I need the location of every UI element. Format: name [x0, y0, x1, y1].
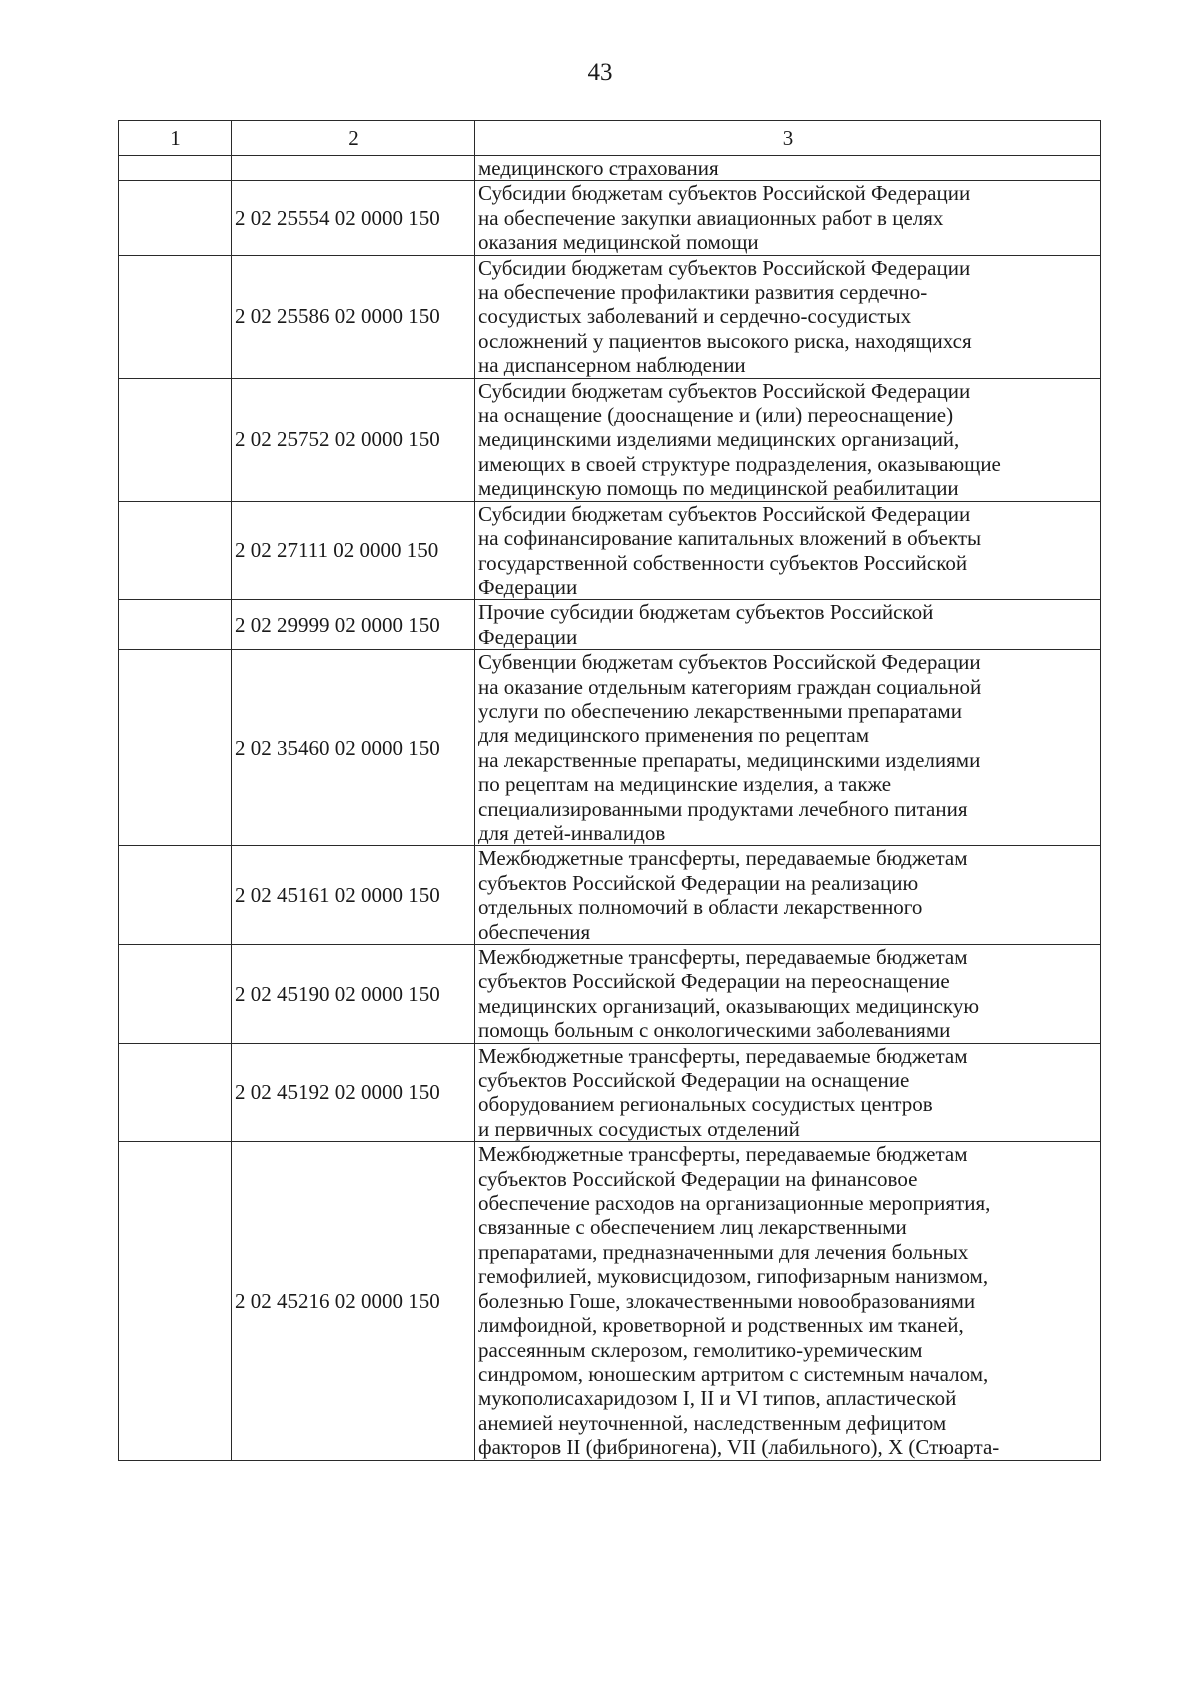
column-header-3: 3 [475, 121, 1101, 156]
description-line: для детей-инвалидов [478, 820, 666, 845]
description-cell [475, 378, 1101, 501]
description-cell [475, 181, 1101, 255]
description-line: сосудистых заболеваний и сердечно-сосудистых [478, 304, 912, 329]
description-line: на обеспечение профилактики развития сердечно- [478, 280, 928, 305]
description-line: Федерации [478, 624, 578, 649]
description-line: на оснащение (дооснащение и (или) переоснащение) [478, 403, 954, 428]
description-line: рассеянным склерозом, гемолитико-уремическим [478, 1337, 923, 1362]
description-cell [475, 255, 1101, 378]
budget-code: 2 02 45192 02 0000 150 [232, 1043, 475, 1142]
table-row [119, 945, 1101, 1044]
description-line: факторов II (фибриногена), VII (лабильного), X (Стюарта- [478, 1435, 1000, 1460]
description-cell [475, 846, 1101, 945]
description-line: медицинскую помощь по медицинской реабилитации [478, 476, 959, 501]
description-line: гемофилией, муковисцидозом, гипофизарным нанизмом, [478, 1264, 989, 1289]
budget-code: 2 02 45190 02 0000 150 [232, 945, 475, 1044]
description-line: субъектов Российской Федерации на переоснащение [478, 969, 950, 994]
empty-cell [232, 156, 475, 181]
description-line: по рецептам на медицинские изделия, а также [478, 772, 892, 797]
description-line: Межбюджетные трансферты, передаваемые бюджетам [478, 1043, 968, 1068]
description-line: Федерации [478, 574, 578, 599]
budget-code: 2 02 45216 02 0000 150 [232, 1142, 475, 1460]
description-line: субъектов Российской Федерации на оснащение [478, 1068, 910, 1093]
description-cell [475, 1142, 1101, 1460]
description-line: Межбюджетные трансферты, передаваемые бюджетам [478, 945, 968, 969]
budget-codes-table [118, 120, 1101, 1461]
empty-cell [119, 1142, 232, 1460]
empty-cell [119, 945, 232, 1044]
description-line: государственной собственности субъектов Российской [478, 550, 968, 575]
description-line: специализированными продуктами лечебного питания [478, 796, 968, 821]
description-line: препаратами, предназначенными для лечения больных [478, 1239, 969, 1264]
description-line: Межбюджетные трансферты, передаваемые бюджетам [478, 846, 968, 871]
table-row [119, 600, 1101, 650]
description-line: Прочие субсидии бюджетам субъектов Российской [478, 600, 934, 625]
empty-cell [119, 600, 232, 650]
description-line: синдромом, юношеским артритом с системным началом, [478, 1361, 989, 1386]
description-line: и первичных сосудистых отделений [478, 1116, 800, 1141]
table-row [119, 378, 1101, 501]
description-line: Субсидии бюджетам субъектов Российской Федерации [478, 255, 971, 280]
description-line: анемией неуточненной, наследственным дефицитом [478, 1410, 947, 1435]
page-number: 43 [587, 59, 613, 86]
description-line: обеспечение расходов на организационные мероприятия, [478, 1191, 991, 1216]
budget-code: 2 02 25586 02 0000 150 [232, 255, 475, 378]
description-line: связанные с обеспечением лиц лекарственными [478, 1215, 907, 1240]
description-line: имеющих в своей структуре подразделения, оказывающие [478, 451, 1001, 476]
table-row [119, 1043, 1101, 1142]
empty-cell [119, 846, 232, 945]
description-line: субъектов Российской Федерации на финансовое [478, 1166, 918, 1191]
empty-cell [119, 156, 232, 181]
description-cell [475, 945, 1101, 1044]
column-header-2: 2 [232, 121, 475, 156]
budget-code: 2 02 45161 02 0000 150 [232, 846, 475, 945]
table-row [119, 181, 1101, 255]
empty-cell [119, 650, 232, 846]
description-cell [475, 650, 1101, 846]
description-cell [475, 600, 1101, 650]
description-line: Субсидии бюджетам субъектов Российской Федерации [478, 378, 971, 403]
table-row [119, 650, 1101, 846]
description-line: Межбюджетные трансферты, передаваемые бюджетам [478, 1142, 968, 1167]
budget-code: 2 02 27111 02 0000 150 [232, 501, 475, 600]
description-cell [475, 1043, 1101, 1142]
budget-code: 2 02 25752 02 0000 150 [232, 378, 475, 501]
budget-code: 2 02 29999 02 0000 150 [232, 600, 475, 650]
description-line: отдельных полномочий в области лекарственного [478, 895, 923, 920]
description-line: оказания медицинской помощи [478, 230, 759, 255]
description-line: осложнений у пациентов высокого риска, находящихся [478, 328, 972, 353]
empty-cell [119, 255, 232, 378]
empty-cell [119, 378, 232, 501]
description-line: на диспансерном наблюдении [478, 353, 746, 378]
description-line: Субсидии бюджетам субъектов Российской Федерации [478, 181, 971, 206]
table-row [119, 846, 1101, 945]
description-line: на оказание отдельным категориям граждан социальной [478, 674, 982, 699]
description-line: болезнью Гоше, злокачественными новообразованиями [478, 1288, 976, 1313]
table-row [119, 255, 1101, 378]
empty-cell [119, 181, 232, 255]
description-line: обеспечения [478, 919, 591, 944]
description-line: на софинансирование капитальных вложений в объекты [478, 526, 982, 551]
description-line: медицинскими изделиями медицинских организаций, [478, 427, 960, 452]
description-line: медицинских организаций, оказывающих медицинскую [478, 993, 980, 1018]
description-line: на обеспечение закупки авиационных работ в целях [478, 205, 944, 230]
description-line: лимфоидной, кроветворной и родственных им тканей, [478, 1313, 964, 1338]
table-header-row [119, 121, 1101, 156]
description-line: на лекарственные препараты, медицинскими изделиями [478, 747, 981, 772]
description-line: для медицинского применения по рецептам [478, 723, 870, 748]
table-row [119, 501, 1101, 600]
description-line: оборудованием региональных сосудистых центров [478, 1092, 933, 1117]
description-line: Субвенции бюджетам субъектов Российской Федерации [478, 650, 981, 675]
empty-cell [119, 501, 232, 600]
column-header-1: 1 [119, 121, 232, 156]
description-line: субъектов Российской Федерации на реализацию [478, 870, 919, 895]
description-line: Субсидии бюджетам субъектов Российской Федерации [478, 501, 971, 526]
description-line: услуги по обеспечению лекарственными препаратами [478, 698, 962, 723]
description-line: мукополисахаридозом I, II и VI типов, апластической [478, 1386, 957, 1411]
description-cell [475, 501, 1101, 600]
continuation-text: медицинского страхования [475, 156, 1101, 181]
description-line: помощь больным с онкологическими заболеваниями [478, 1018, 951, 1043]
budget-code: 2 02 35460 02 0000 150 [232, 650, 475, 846]
empty-cell [119, 1043, 232, 1142]
table-row [119, 1142, 1101, 1460]
continuation-row [119, 156, 1101, 181]
budget-code: 2 02 25554 02 0000 150 [232, 181, 475, 255]
